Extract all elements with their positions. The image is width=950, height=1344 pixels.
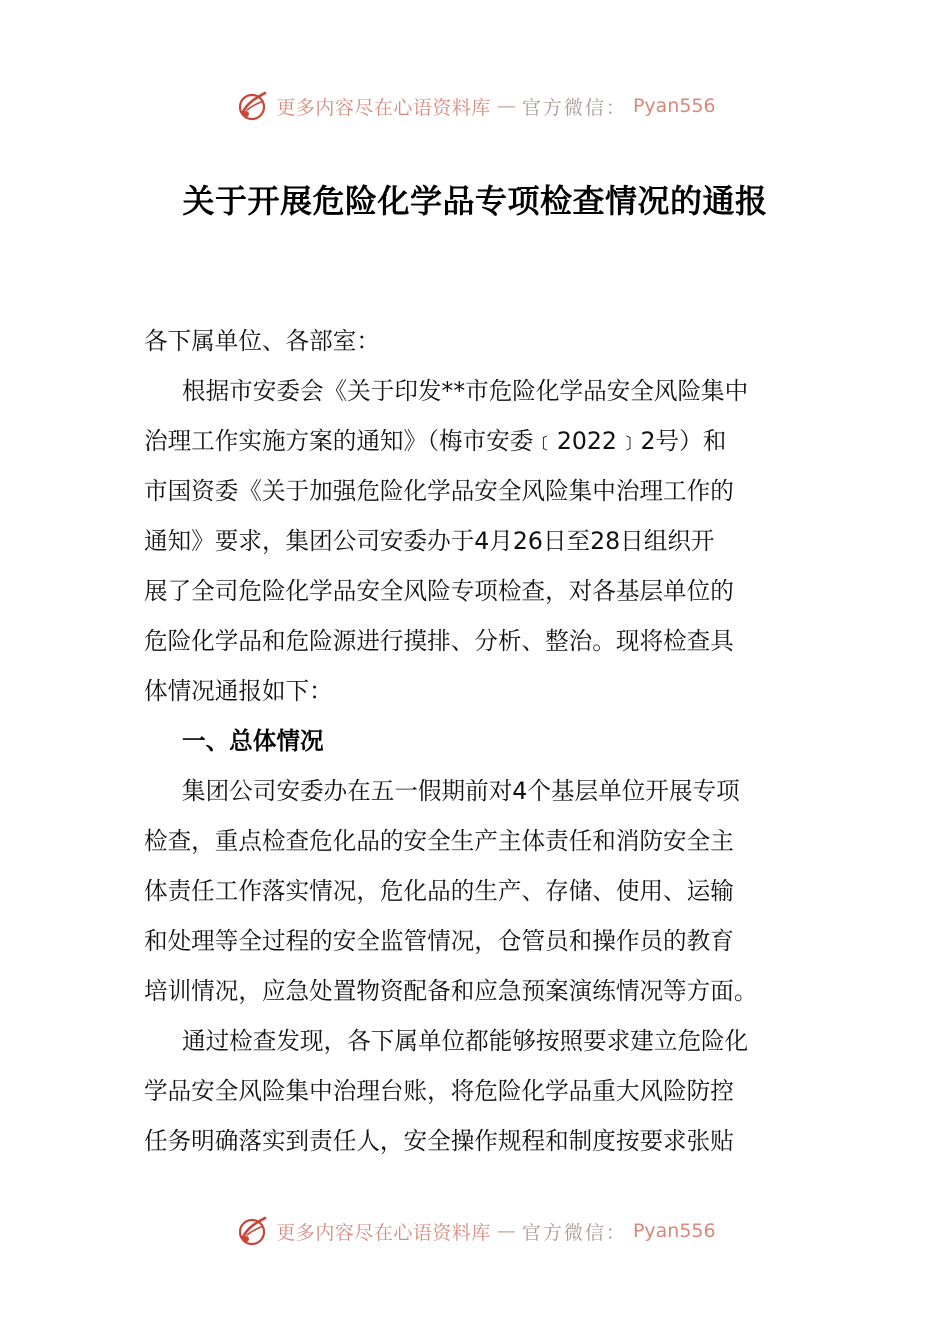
- header-watermark: [0, 86, 950, 126]
- paragraph-line: 市国资委《关于加强危险化学品安全风险集中治理工作的: [144, 477, 734, 505]
- paragraph-line: 集团公司安委办在五一假期前对4个基层单位开展专项: [182, 777, 740, 805]
- quill-swirl-icon: [234, 88, 270, 124]
- quill-swirl-icon: [234, 1213, 270, 1249]
- paragraph-line: 体情况通报如下：: [144, 677, 333, 705]
- salutation-line: 各下属单位、各部室：: [144, 327, 380, 355]
- paragraph-line: 培训情况，应急处置物资配备和应急预案演练情况等方面。: [144, 977, 758, 1005]
- paragraph-line: 通过检查发现，各下属单位都能够按照要求建立危险化: [182, 1027, 749, 1055]
- document-title: 关于开展危险化学品专项检查情况的通报: [182, 182, 768, 220]
- paragraph-line: 根据市安委会《关于印发**市危险化学品安全风险集中: [182, 377, 749, 405]
- paragraph-line: 学品安全风险集中治理台账，将危险化学品重大风险防控: [144, 1077, 734, 1105]
- paragraph-line: 体责任工作落实情况，危化品的生产、存储、使用、运输: [144, 877, 734, 905]
- paragraph-line: 任务明确落实到责任人，安全操作规程和制度按要求张贴: [144, 1127, 734, 1155]
- paragraph-line: 通知》要求，集团公司安委办于4月26日至28日组织开: [144, 527, 715, 555]
- paragraph-line: 检查，重点检查危化品的安全生产主体责任和消防安全主: [144, 827, 734, 855]
- watermark-text: 更多内容尽在心语资料库: [276, 1221, 491, 1244]
- paragraph-line: 治理工作实施方案的通知》（梅市安委﹝2022﹞2号）和: [144, 427, 727, 455]
- document-body: [144, 316, 800, 1166]
- paragraph-line: 和处理等全过程的安全监管情况，仓管员和操作员的教育: [144, 927, 734, 955]
- watermark-separator: —: [496, 95, 516, 117]
- watermark-text: 更多内容尽在心语资料库: [276, 96, 491, 119]
- footer-watermark: [0, 1211, 950, 1251]
- paragraph-line: 展了全司危险化学品安全风险专项检查，对各基层单位的: [144, 577, 734, 605]
- watermark-wechat-label: 官方微信：: [521, 1221, 627, 1244]
- section-heading: 一、总体情况: [182, 727, 324, 755]
- watermark-wechat-id: Pyan556: [632, 1220, 716, 1242]
- watermark-wechat-label: 官方微信：: [521, 96, 627, 119]
- paragraph-line: 危险化学品和危险源进行摸排、分析、整治。现将检查具: [144, 627, 734, 655]
- watermark-separator: —: [496, 1220, 516, 1242]
- watermark-wechat-id: Pyan556: [632, 95, 716, 117]
